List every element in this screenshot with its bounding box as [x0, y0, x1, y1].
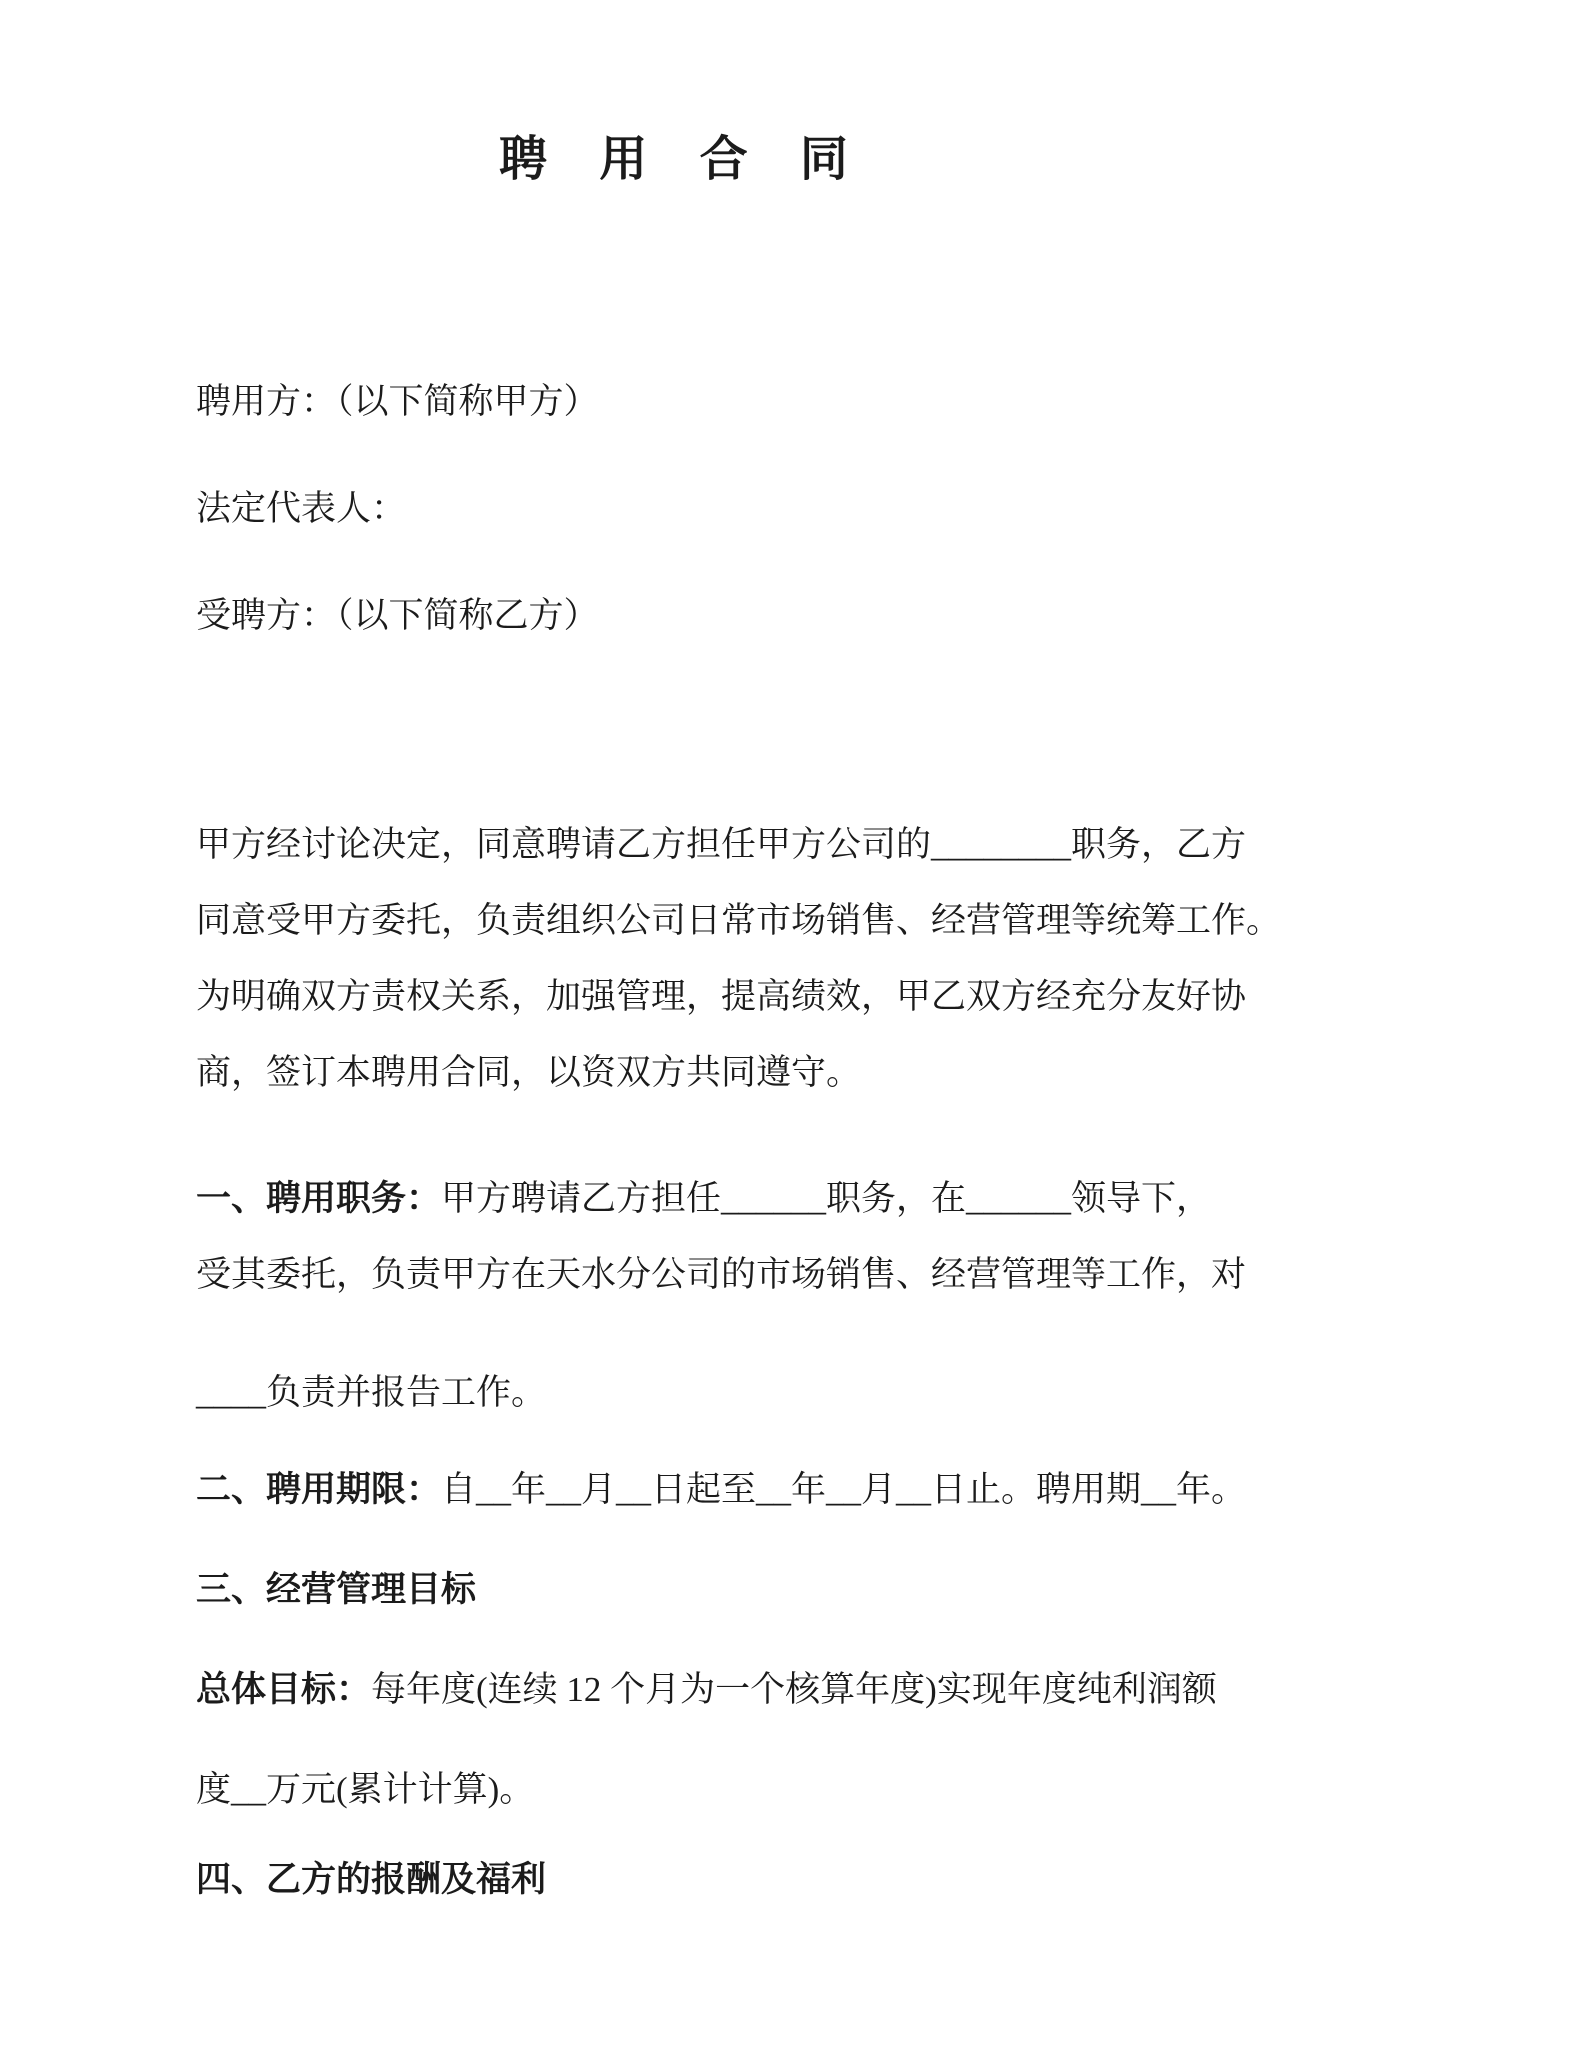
- section-employment-term: [196, 1452, 1350, 1528]
- section-1-heading: 一、聘用职务：: [196, 1179, 442, 1218]
- party-line-employee: 受聘方：（以下简称乙方）: [196, 596, 599, 635]
- section-employment-position: [196, 1161, 1350, 1313]
- intro-line: 甲方经讨论决定，同意聘请乙方担任甲方公司的________职务，乙方: [196, 825, 1247, 864]
- intro-line: 同意受甲方委托，负责组织公司日常市场销售、经营管理等统筹工作。: [196, 901, 1282, 940]
- section-1-line-2: 受其委托，负责甲方在天水分公司的市场销售、经营管理等工作，对: [196, 1255, 1247, 1294]
- overall-goal-text: 每年度(连续 12 个月为一个核算年度)实现年度纯利润额: [371, 1670, 1217, 1709]
- intro-line: 为明确双方责权关系，加强管理，提高绩效，甲乙双方经充分友好协: [196, 977, 1247, 1016]
- overall-goal-line-2: 度__万元(累计计算)。: [196, 1770, 535, 1809]
- section-1-line-3: ____负责并报告工作。: [196, 1373, 547, 1412]
- intro-line: 商，签订本聘用合同，以资双方共同遵守。: [196, 1053, 862, 1092]
- document-body: [196, 364, 1350, 1918]
- section-4-heading: 四、乙方的报酬及福利: [196, 1860, 547, 1899]
- parties-block: [196, 364, 1350, 654]
- section-2-text: 自__年__月__日起至__年__月__日止。聘用期__年。: [441, 1470, 1247, 1509]
- section-1-text: 甲方聘请乙方担任______职务，在______领导下，: [441, 1179, 1212, 1218]
- overall-goal-line-1: [196, 1652, 1350, 1728]
- contract-page: [0, 128, 1587, 2051]
- overall-goal-lead: 总体目标：: [196, 1670, 372, 1709]
- party-line-employer: 聘用方：（以下简称甲方）: [196, 382, 599, 421]
- section-1-line-1: [196, 1161, 1350, 1237]
- party-line-legal-representative: 法定代表人：: [196, 489, 407, 528]
- intro-paragraph: [196, 807, 1350, 1111]
- section-3-heading: 三、经营管理目标: [196, 1570, 477, 1609]
- document-title: 聘 用 合 同: [498, 133, 869, 186]
- section-2-heading: 二、聘用期限：: [196, 1470, 442, 1509]
